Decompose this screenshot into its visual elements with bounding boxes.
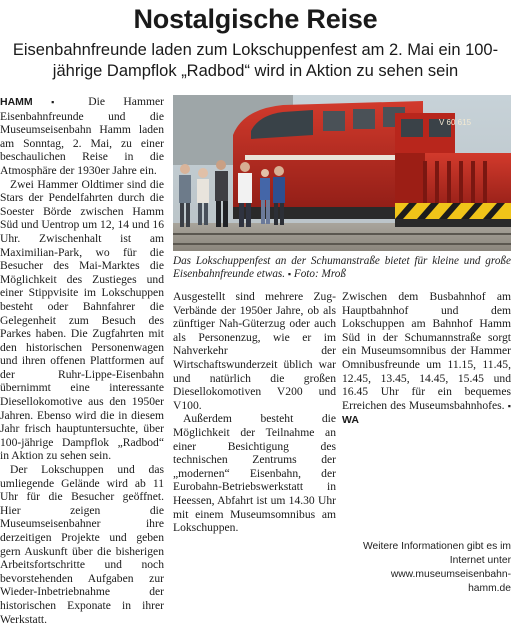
- locomotive-scene: [173, 95, 511, 251]
- article-photo: [173, 95, 511, 251]
- signature-separator: ▪: [507, 400, 511, 411]
- paragraph-3: Der Lokschuppen und das umliegende Gelände wird ab 11 Uhr für die Besucher geöffnet. Hier zeigen die Museumseisenbahner ihre derzeitigen Projekte und geben gern Auskunft über die bisherigen Arbeitsfortschritte und noch bevorstehenden Aufgaben zur Wieder-Inbetriebnahme der historischen Exponate in ihrer Werkstatt.: [0, 463, 164, 626]
- photo-credit: Foto: Mroß: [293, 268, 346, 280]
- paragraph-6-text: Zwischen dem Busbahnhof am Hauptbahnhof und dem Lokschuppen am Bahnhof Hamm Süd in der Schumannstraße sorgt ein Museumsomnibus der Hammer Omnibusfreunde um 11.15, 11.45, 12.45, 13.45, 14.45, 15.45 und 16.45 Uhr für ein bequemes Erreichen des Museumsbahnhofes.: [342, 290, 511, 412]
- paragraph-5: Außerdem besteht die Möglichkeit der Teilnahme an einer Besichtigung des technischen Zentrums der „modernen“ Eisenbahn, der Eurobahn-Betriebswerkstatt in Heessen, Abfahrt ist um 14.30 Uhr mit einem Museumsomnibus am Lokschuppen.: [173, 412, 336, 535]
- text-column-2: [173, 290, 336, 583]
- caption-text: Das Lokschuppenfest an der Schumanstraße bietet für kleine und große Eisenbahnfreunde etwas.: [173, 255, 511, 280]
- text-column-3: [342, 290, 511, 535]
- intro-paragraph: [0, 95, 164, 178]
- caption-separator: ▪: [287, 269, 292, 279]
- text-column-1: [0, 95, 164, 626]
- dateline: HAMM: [0, 96, 33, 108]
- author-signature: WA: [342, 414, 359, 427]
- buffer-beam: [395, 203, 511, 219]
- paragraph-2: Zwei Hammer Oldtimer sind die Stars der Pendelfahrten durch die Soester Börde zwischen Hamm Süd und Uentrop um 12, 14 und 16 Uhr. Zwischenhalt ist am Maximilian-Park, wo für die Besucher des Mai-Marktes die Möglichkeit des Zustieges und einer Stippvisite im Lokschuppen besteht oder Bahnfahrer die Gelegenheit zum Besuch des Parkes haben. Die Zugfahrten mit den historischen Personenwagen und ihren offenen Plattformen auf der Ruhr-Lippe-Eisenbahn übernimmt eine interessante Diesellokomotive aus den 1950er Jahren. Ebenso wird die in diesem Jahr frisch hauptuntersuchte, über 100-jährige Dampflok „Radbod“ in Aktion zu sehen sein.: [0, 177, 164, 463]
- paragraph-1-text: Die Hammer Eisenbahnfreunde und die Museumseisenbahn Hamm laden am Sonntag, 2. Mai, zu einer beschaulichen Reise in die Atmosphäre der 1930er Jahre ein.: [0, 95, 164, 177]
- photo-caption: [173, 255, 511, 281]
- article-headline: Nostalgische Reise: [133, 4, 378, 34]
- info-box: Weitere Informationen gibt es im Internet unter www.museumseisenbahn-hamm.de: [362, 541, 511, 594]
- paragraph-6: [342, 290, 511, 428]
- locomotive-number: V 60 615: [439, 118, 472, 127]
- paragraph-4: Ausgestellt sind mehrere Zug-Verbände der 1950er Jahre, ob als zünftiger Nah-Güterzug oder auch als Personenzug, wie er im Nahverkehr der Wirtschaftswunderzeit üblich war und natürlich die großen Diesellokomotiven V200 und V100.: [173, 290, 336, 412]
- article-subheadline: Eisenbahnfreunde laden zum Lokschuppenfest am 2. Mai ein 100-jährige Dampflok „Radbod“ wird in Aktion zu sehen sein: [12, 41, 499, 80]
- dateline-separator: ▪: [51, 97, 70, 107]
